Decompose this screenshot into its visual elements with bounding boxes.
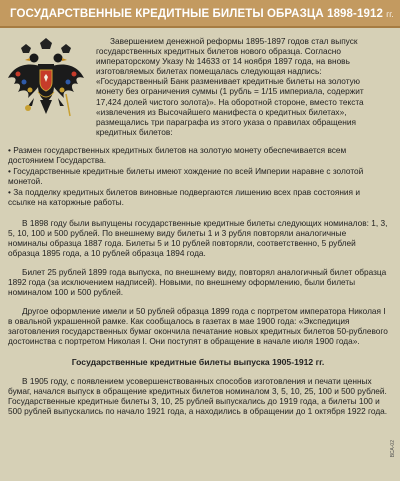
list-item: • Размен государственных кредитных билетов на золотую монету обеспечивается всем достоянием Государства.	[8, 144, 347, 166]
page-title-text: ГОСУДАРСТВЕННЫЕ КРЕДИТНЫЕ БИЛЕТЫ ОБРАЗЦА 1898-1912	[10, 8, 383, 20]
section-title: Государственные кредитные билеты выпуска 1905-1912 гг.	[71, 356, 325, 367]
list-item: • Государственные кредитные билеты имеют хождение по всей Империи наравне с золотой монетой.	[8, 166, 364, 187]
paragraph-1899-50: Другое оформление имели и 50 рублей образца 1899 года с портретом императора Николая I в овальной украшенной рамке. Как сообщалось в газетах в мае 1900 года: «Экспедиция заготовления государственных бумаг окончила печатание новых кредитных билетов 50-рублевого достоинства с портретом Николая I. Они поступят в обращение в начале июля 1900 года».	[8, 306, 388, 347]
header-bar	[0, 0, 400, 28]
page-title-suffix: гг.	[386, 10, 394, 19]
article-body	[8, 36, 388, 416]
paragraph-1898: В 1898 году были выпущены государственные кредитные билеты следующих номиналов: 1, 3, 5, 10, 100 и 500 рублей. По внешнему виду билеты 1 и 3 рубля повторяли аналогичные номиналы образца 1887 года. Билеты 5 и 10 рублей повторяли, соответственно, 5 рублей образца 1895 года, а 10 рублей образца 1894 года.	[8, 217, 388, 258]
list-item: • За подделку кредитных билетов виновные подвергаются лишению всех прав состояния и ссылке на каторжные работы.	[8, 187, 360, 208]
paragraph-1905: В 1905 году, с появлением усовершенствованных способов изготовления и печати ценных бумаг, начался выпуск в обращение кредитных билетов номиналом 3, 5, 10, 25, 100 и 500 рублей. Государственные кредитные билеты 3, 10, 25 рублей выпускались до 1919 года, а билеты 100 и 500 рублей выпускались по начало 1921 года, а находились в обращении до 1 октября 1922 года.	[8, 375, 388, 416]
side-code: ВСА-02	[390, 439, 396, 457]
rules-list	[8, 145, 388, 208]
page-title	[10, 7, 394, 22]
intro-paragraph: Завершением денежной реформы 1895-1897 годов стал выпуск государственных кредитных билетов нового образца. Согласно императорскому Указу № 14633 от 14 ноября 1897 года, на вновь изготовляемых билетах помещалась следующая надпись: «Государственный Банк разменивает кредитные билеты на золотую монету без ограничения суммы (1 рубль = 1/15 империала, содержит 17,424 долей чистого золота)». На оборотной стороне, вместо текста «извлечения из Высочайшего манифеста о кредитных билетах», размещались три параграфа из этого указа о правилах обращения кредитных билетов:	[96, 36, 364, 137]
paragraph-1899-25: Билет 25 рублей 1899 года выпуска, по внешнему виду, повторял аналогичный билет образца 1892 года (за исключением надписей). Новыми, по внешнему оформлению, были билеты номиналом 100 и 500 рублей.	[8, 266, 387, 298]
